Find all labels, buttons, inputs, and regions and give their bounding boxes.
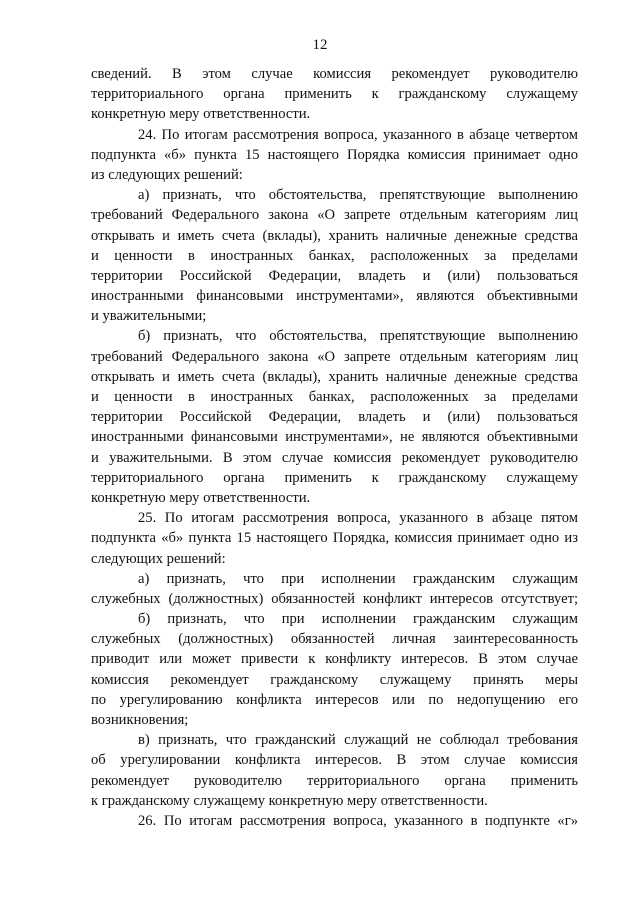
- text-line: и уважительными;: [91, 308, 207, 325]
- text-line: об урегулировании конфликта интересов. В этом случае комиссия: [91, 752, 578, 769]
- text-line: 26. По итогам рассмотрения вопроса, указанного в подпункте «г»: [138, 812, 578, 829]
- text-line: иностранными финансовыми инструментами», не являются объективными: [91, 429, 578, 446]
- text-line: 25. По итогам рассмотрения вопроса, указанного в абзаце пятом: [138, 510, 578, 527]
- text-line: рекомендует руководителю территориального органа применить: [91, 772, 578, 789]
- text-line: требований Федерального закона «О запрете отдельным категориям лиц: [91, 207, 578, 224]
- text-line: к гражданскому служащему конкретную меру ответственности.: [91, 792, 488, 809]
- text-line: иностранными финансовыми инструментами», являются объективными: [91, 288, 578, 305]
- text-line: открывать и иметь счета (вклады), хранить наличные денежные средства: [91, 227, 578, 244]
- document-body: [91, 64, 578, 831]
- text-line: подпункта «б» пункта 15 настоящего Порядка, комиссия принимает одно из: [91, 530, 578, 547]
- text-line: подпункта «б» пункта 15 настоящего Порядка комиссия принимает одно: [91, 146, 578, 163]
- text-line: возникновения;: [91, 712, 189, 728]
- text-line: сведений. В этом случае комиссия рекомендует руководителю: [91, 66, 578, 82]
- text-line: территории Российской Федерации, владеть и (или) пользоваться: [91, 409, 578, 426]
- text-line: б) признать, что обстоятельства, препятствующие выполнению: [138, 328, 578, 345]
- text-line: и уважительными. В этом случае комиссия рекомендует руководителю: [91, 449, 578, 466]
- text-line: комиссия рекомендует гражданскому служащему принять меры: [91, 671, 578, 688]
- text-line: б) признать, что при исполнении гражданским служащим: [138, 611, 578, 628]
- text-line: 24. По итогам рассмотрения вопроса, указанного в абзаце четвертом: [138, 126, 578, 143]
- text-line: служебных (должностных) обязанностей конфликт интересов отсутствует;: [91, 590, 578, 607]
- text-line: в) признать, что гражданский служащий не соблюдал требования: [138, 732, 578, 749]
- text-line: конкретную меру ответственности.: [91, 489, 311, 506]
- text-line: следующих решений:: [91, 550, 226, 567]
- text-line: территориального органа применить к гражданскому служащему: [91, 469, 578, 486]
- text-line: служебных (должностных) обязанностей личная заинтересованность: [91, 631, 578, 648]
- text-line: и ценности в иностранных банках, расположенных за пределами: [91, 389, 578, 405]
- text-line: приводит или может привести к конфликту интересов. В этом случае: [91, 651, 578, 668]
- text-line: по урегулированию конфликта интересов или по недопущению его: [91, 691, 578, 708]
- text-line: конкретную меру ответственности.: [91, 106, 311, 123]
- text-line: территории Российской Федерации, владеть и (или) пользоваться: [91, 267, 578, 284]
- text-line: а) признать, что обстоятельства, препятствующие выполнению: [138, 187, 578, 204]
- text-line: из следующих решений:: [91, 166, 243, 183]
- page-number: 12: [312, 37, 328, 53]
- text-line: а) признать, что при исполнении гражданским служащим: [138, 570, 578, 587]
- text-line: территориального органа применить к гражданскому служащему: [91, 86, 578, 103]
- text-line: открывать и иметь счета (вклады), хранить наличные денежные средства: [91, 368, 578, 385]
- text-line: и ценности в иностранных банках, расположенных за пределами: [91, 247, 578, 264]
- text-line: требований Федерального закона «О запрете отдельным категориям лиц: [91, 348, 578, 365]
